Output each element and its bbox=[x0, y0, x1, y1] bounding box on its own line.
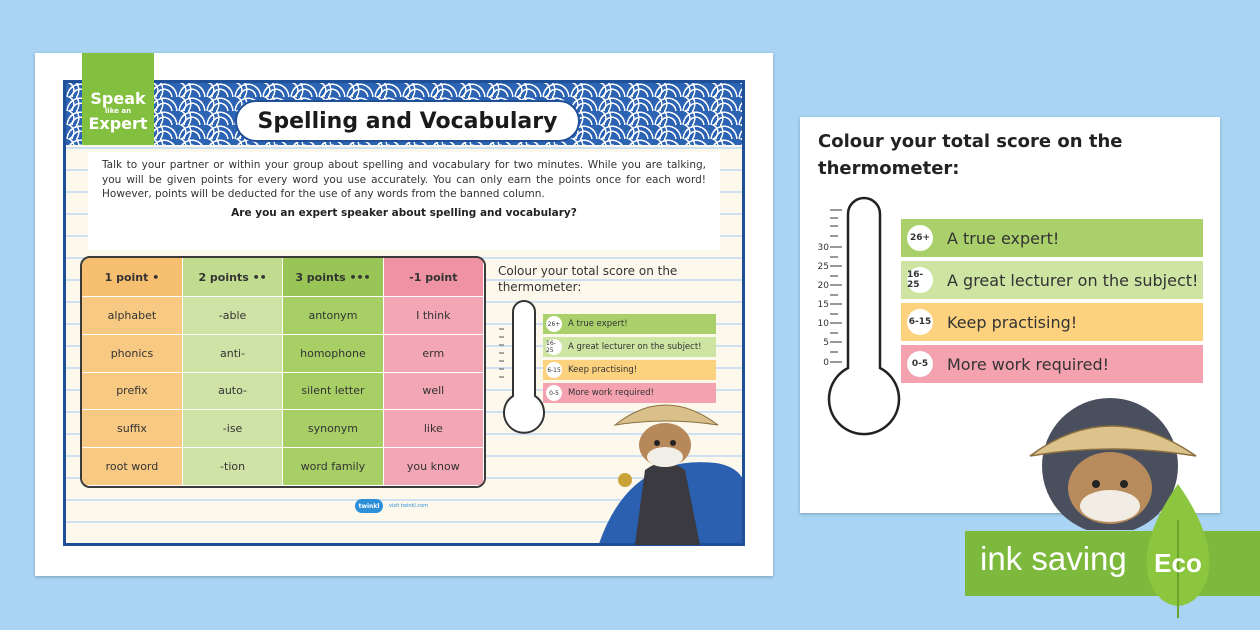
table-cell: like bbox=[383, 410, 483, 448]
mini-thermometer-icon bbox=[493, 298, 549, 444]
table-row bbox=[82, 410, 484, 448]
table-row bbox=[82, 448, 484, 486]
instructions-text: Talk to your partner or within your group about spelling and vocabulary for two minutes. While you are talking, you will be given points for every word you use accurately. You can only earn the points once for each word! However, points will be deducted for the use of any words from the banned column. bbox=[102, 159, 706, 201]
thermometer-tick-label: 25 bbox=[817, 262, 829, 272]
table-row bbox=[82, 372, 484, 410]
points-table bbox=[80, 256, 486, 488]
table-cell: prefix bbox=[82, 372, 182, 410]
thermometer-title: Colour your total score on the thermometer: bbox=[818, 131, 1123, 179]
table-cell: phonics bbox=[82, 334, 182, 372]
band-label: Keep practising! bbox=[947, 312, 1078, 332]
speak-like-an-expert-logo bbox=[82, 53, 154, 145]
thermometer-tick-label: 0 bbox=[823, 358, 829, 368]
column-header: 1 point • bbox=[82, 258, 182, 297]
table-cell: anti- bbox=[182, 334, 282, 372]
mini-band-label: A great lecturer on the subject! bbox=[568, 342, 702, 352]
mini-band-range: 6-15 bbox=[546, 362, 562, 378]
mini-score-band bbox=[543, 314, 716, 334]
mini-band-label: Keep practising! bbox=[568, 365, 638, 375]
thermometer-tick-label: 30 bbox=[817, 243, 829, 253]
score-band bbox=[901, 303, 1203, 341]
table-cell: well bbox=[383, 372, 483, 410]
twinkl-footer-logo bbox=[355, 498, 485, 514]
column-header: 3 points ••• bbox=[283, 258, 383, 297]
twinkl-brand: twinkl bbox=[355, 499, 383, 513]
table-cell: silent letter bbox=[283, 372, 383, 410]
mini-band-label: More work required! bbox=[568, 388, 655, 398]
monk-mascot-illustration bbox=[600, 375, 730, 545]
eco-leaf-icon bbox=[1138, 480, 1218, 620]
instructions-question: Are you an expert speaker about spelling and vocabulary? bbox=[231, 207, 577, 220]
table-cell: word family bbox=[283, 448, 383, 486]
column-header: -1 point bbox=[383, 258, 483, 297]
score-band bbox=[901, 261, 1203, 299]
table-header-row bbox=[82, 258, 484, 297]
band-range: 26+ bbox=[907, 225, 933, 251]
page-title: Spelling and Vocabulary bbox=[235, 100, 580, 142]
score-band bbox=[901, 345, 1203, 383]
table-cell: erm bbox=[383, 334, 483, 372]
table-cell: auto- bbox=[182, 372, 282, 410]
score-band bbox=[901, 219, 1203, 257]
eco-badge-text: Eco bbox=[1154, 548, 1202, 578]
table-cell: you know bbox=[383, 448, 483, 486]
table-row bbox=[82, 297, 484, 335]
band-range: 16-25 bbox=[907, 267, 933, 293]
instructions-box bbox=[88, 152, 720, 250]
thermometer-icon bbox=[814, 196, 909, 442]
thermometer-tick-label: 20 bbox=[817, 281, 829, 291]
mini-band-range: 16-25 bbox=[546, 339, 562, 355]
mini-band-range: 26+ bbox=[546, 316, 562, 332]
logo-line-1: Speak bbox=[90, 89, 146, 108]
logo-line-2: like an bbox=[104, 107, 132, 115]
twinkl-url: visit twinkl.com bbox=[389, 503, 429, 509]
table-cell: -tion bbox=[182, 448, 282, 486]
thermometer-tick-label: 15 bbox=[817, 300, 829, 310]
band-range: 6-15 bbox=[907, 309, 933, 335]
column-header: 2 points •• bbox=[182, 258, 282, 297]
band-label: A great lecturer on the subject! bbox=[947, 270, 1199, 290]
band-label: A true expert! bbox=[947, 228, 1060, 248]
table-cell: antonym bbox=[283, 297, 383, 335]
table-cell: synonym bbox=[283, 410, 383, 448]
mini-band-range: 0-5 bbox=[546, 385, 562, 401]
band-label: More work required! bbox=[947, 354, 1110, 374]
table-cell: alphabet bbox=[82, 297, 182, 335]
mini-thermometer-title: Colour your total score on the thermometer: bbox=[498, 264, 678, 294]
table-cell: suffix bbox=[82, 410, 182, 448]
mini-score-band bbox=[543, 337, 716, 357]
ink-saving-text: ink saving bbox=[980, 540, 1127, 577]
band-range: 0-5 bbox=[907, 351, 933, 377]
table-cell: I think bbox=[383, 297, 483, 335]
table-cell: root word bbox=[82, 448, 182, 486]
thermometer-tick-label: 10 bbox=[817, 319, 829, 329]
score-bands bbox=[901, 219, 1203, 387]
table-cell: homophone bbox=[283, 334, 383, 372]
table-row bbox=[82, 334, 484, 372]
logo-line-3: Expert bbox=[88, 114, 148, 133]
mini-band-label: A true expert! bbox=[568, 319, 628, 329]
table-cell: -ise bbox=[182, 410, 282, 448]
thermometer-tick-label: 5 bbox=[823, 338, 829, 348]
table-cell: -able bbox=[182, 297, 282, 335]
